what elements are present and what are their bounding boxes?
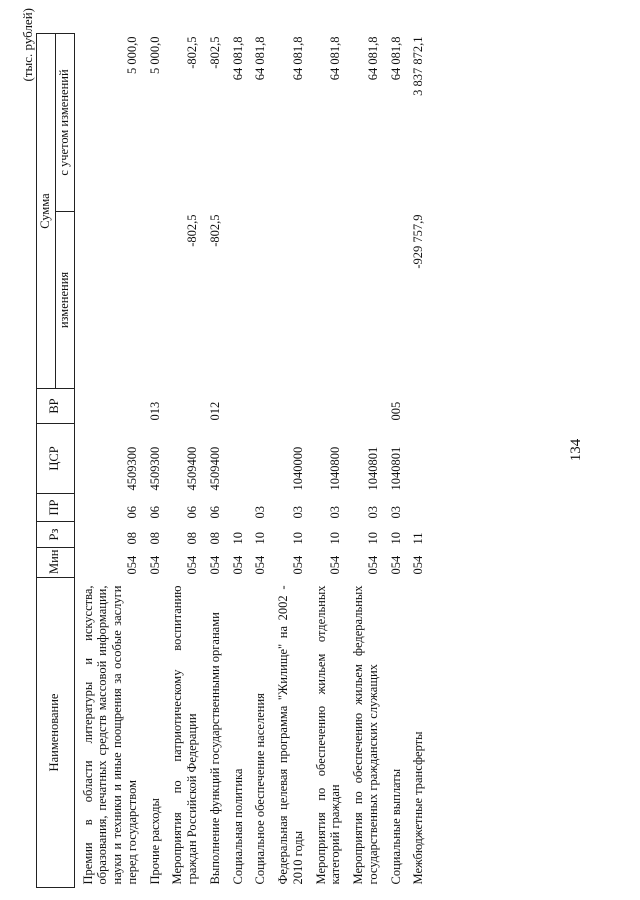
table-row bbox=[383, 34, 406, 888]
page-number: 134 bbox=[568, 438, 584, 462]
row-rz: 10 bbox=[230, 532, 245, 545]
row-rz: 08 bbox=[124, 532, 139, 545]
table-row bbox=[270, 34, 308, 888]
row-rz: 10 bbox=[365, 532, 380, 545]
row-csr: 1040801 bbox=[388, 446, 403, 491]
row-rz: 08 bbox=[207, 532, 222, 545]
row-pr: 03 bbox=[290, 506, 305, 519]
row-csr: 4509400 bbox=[207, 446, 222, 491]
row-name: Выполнение функций государственными органами bbox=[207, 612, 222, 885]
row-pr: 03 bbox=[388, 506, 403, 519]
row-min: 054 bbox=[207, 555, 222, 575]
row-name: Мероприятия по патриотическому воспитанию граждан Российской Федерации bbox=[170, 585, 199, 885]
row-pr: 03 bbox=[253, 506, 268, 519]
row-csr: 1040800 bbox=[328, 446, 343, 491]
row-pr: 06 bbox=[147, 506, 162, 519]
row-vr: 005 bbox=[388, 401, 403, 421]
row-vr bbox=[247, 389, 270, 424]
header-rz: Рз bbox=[37, 522, 75, 548]
row-changes bbox=[225, 212, 248, 389]
row-with-changes: -802,5 bbox=[185, 36, 199, 69]
row-changes bbox=[308, 212, 346, 389]
row-name: Межбюджетные трансферты bbox=[411, 731, 426, 885]
row-rz: 10 bbox=[328, 532, 343, 545]
budget-table bbox=[36, 33, 428, 888]
row-csr: 4509400 bbox=[185, 446, 199, 491]
row-csr: 4509300 bbox=[147, 446, 162, 491]
row-pr: 06 bbox=[185, 506, 199, 519]
row-rz: 11 bbox=[411, 532, 426, 545]
row-with-changes: 5 000,0 bbox=[147, 36, 162, 74]
row-csr: 4509300 bbox=[124, 446, 139, 491]
row-min: 054 bbox=[124, 555, 139, 575]
row-with-changes: 64 081,8 bbox=[388, 36, 403, 81]
table-row bbox=[308, 34, 346, 888]
row-with-changes: 64 081,8 bbox=[290, 36, 305, 81]
row-changes bbox=[142, 212, 165, 389]
row-changes bbox=[270, 212, 308, 389]
row-with-changes: 64 081,8 bbox=[365, 36, 380, 81]
row-csr: 1040801 bbox=[365, 446, 380, 491]
row-rz: 08 bbox=[185, 532, 199, 545]
table-row bbox=[74, 34, 142, 888]
row-with-changes: 64 081,8 bbox=[328, 36, 343, 81]
row-name: Мероприятия по обеспечению жильем федеральных государственных гражданских служащих bbox=[351, 585, 380, 885]
header-sum: Сумма bbox=[37, 34, 56, 389]
row-rz: 10 bbox=[253, 532, 268, 545]
row-pr: 06 bbox=[124, 506, 139, 519]
row-vr bbox=[405, 389, 428, 424]
table-row bbox=[345, 34, 383, 888]
table-row bbox=[202, 34, 225, 888]
row-vr: 013 bbox=[147, 401, 162, 421]
table-body bbox=[74, 34, 428, 888]
header-csr: ЦСР bbox=[37, 424, 75, 494]
row-with-changes: 3 837 872,1 bbox=[411, 36, 426, 96]
row-min: 054 bbox=[147, 555, 162, 575]
row-csr bbox=[247, 424, 270, 494]
table-row bbox=[405, 34, 428, 888]
units-note: (тыс. рублей) bbox=[20, 8, 35, 82]
row-min: 054 bbox=[253, 555, 268, 575]
table-row bbox=[164, 34, 202, 888]
row-with-changes: 5 000,0 bbox=[124, 36, 139, 74]
row-vr bbox=[74, 389, 142, 424]
header-changes: изменения bbox=[55, 212, 74, 389]
header-name: Наименование bbox=[37, 578, 75, 888]
row-changes: -802,5 bbox=[185, 214, 199, 247]
row-vr bbox=[225, 389, 248, 424]
row-min: 054 bbox=[230, 555, 245, 575]
row-with-changes: -802,5 bbox=[207, 36, 222, 69]
row-changes bbox=[74, 212, 142, 389]
row-pr bbox=[225, 494, 248, 522]
header-min: Мин bbox=[37, 548, 75, 578]
table-row bbox=[142, 34, 165, 888]
row-name: Социальные выплаты bbox=[388, 768, 403, 885]
row-vr: 012 bbox=[207, 401, 222, 421]
row-min: 054 bbox=[388, 555, 403, 575]
row-pr: 03 bbox=[328, 506, 343, 519]
row-pr: 03 bbox=[365, 506, 380, 519]
table-header-row bbox=[37, 34, 56, 888]
row-csr bbox=[225, 424, 248, 494]
row-rz: 10 bbox=[388, 532, 403, 545]
header-pr: ПР bbox=[37, 494, 75, 522]
row-rz: 08 bbox=[147, 532, 162, 545]
row-name: Социальная политика bbox=[230, 768, 245, 885]
row-with-changes: 64 081,8 bbox=[253, 36, 268, 81]
row-vr bbox=[270, 389, 308, 424]
row-pr bbox=[405, 494, 428, 522]
row-name: Социальное обеспечение населения bbox=[253, 693, 268, 885]
header-with-changes: с учетом изменений bbox=[55, 34, 74, 212]
row-vr bbox=[308, 389, 346, 424]
row-changes bbox=[247, 212, 270, 389]
row-name: Премии в области литературы и искусства, образования, печатных средств массовой информации, науки и техники и иные поощрения за особые заслуги перед государством bbox=[80, 585, 139, 885]
row-csr bbox=[405, 424, 428, 494]
row-with-changes: 64 081,8 bbox=[230, 36, 245, 81]
row-changes: -802,5 bbox=[207, 214, 222, 247]
row-changes bbox=[345, 212, 383, 389]
row-rz: 10 bbox=[290, 532, 305, 545]
row-vr bbox=[345, 389, 383, 424]
row-min: 054 bbox=[411, 555, 426, 575]
table-row bbox=[225, 34, 248, 888]
row-name: Мероприятия по обеспечению жильем отдельных категорий граждан bbox=[313, 585, 343, 885]
row-changes: -929 757,9 bbox=[411, 214, 426, 269]
table-row bbox=[247, 34, 270, 888]
row-min: 054 bbox=[290, 555, 305, 575]
header-vr: ВР bbox=[37, 389, 75, 424]
row-vr bbox=[164, 389, 202, 424]
row-min: 054 bbox=[185, 555, 199, 575]
row-changes bbox=[383, 212, 406, 389]
row-name: Федеральная целевая программа "Жилище" на 2002 - 2010 годы bbox=[276, 585, 305, 885]
row-name: Прочие расходы bbox=[147, 798, 162, 885]
row-pr: 06 bbox=[207, 506, 222, 519]
row-min: 054 bbox=[365, 555, 380, 575]
row-min: 054 bbox=[328, 555, 343, 575]
row-csr: 1040000 bbox=[290, 446, 305, 491]
